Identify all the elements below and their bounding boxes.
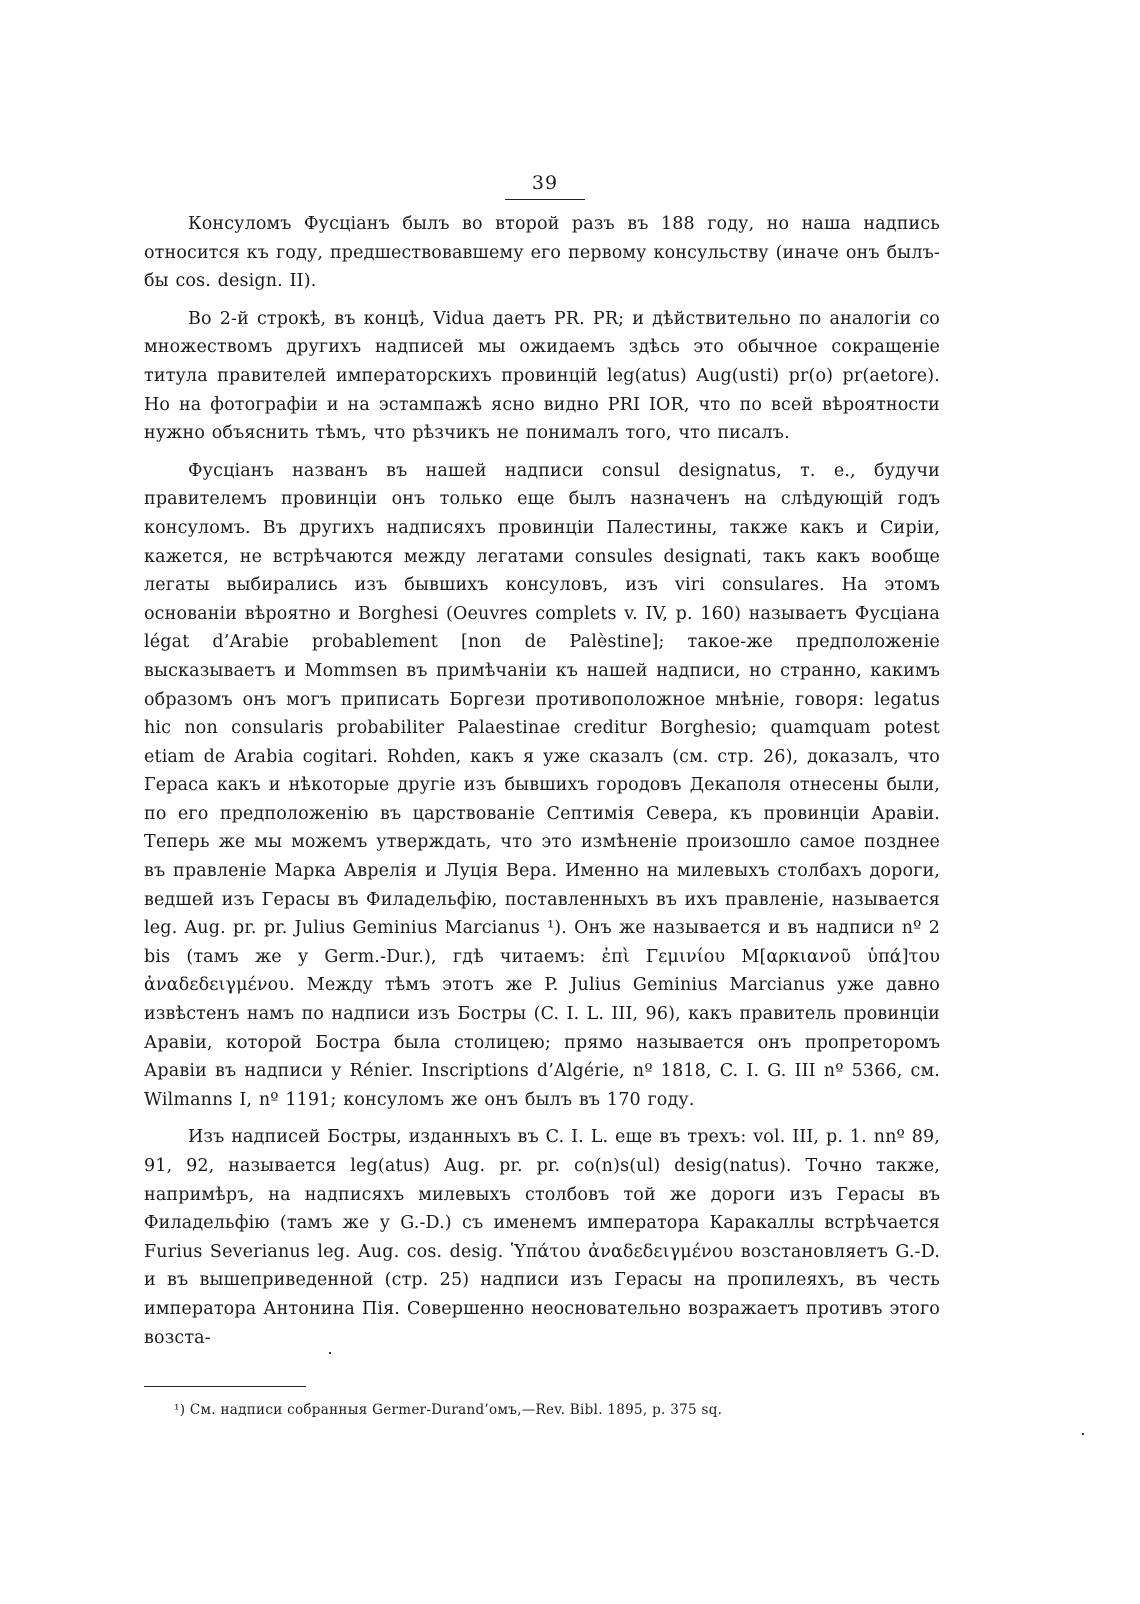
document-page <box>144 172 940 1419</box>
footnote-marker: ¹) <box>174 1402 186 1419</box>
scan-speck <box>329 1352 331 1354</box>
paragraph-3: Фусціанъ названъ въ нашей надписи consul designatus, т. е., будучи правителемъ провинціи онъ только еще былъ назначенъ на слѣдующій годъ консуломъ. Въ другихъ надписяхъ провинціи Палестины, также какъ и Сиріи, кажется, не встрѣчаются между легатами consules designati, такъ какъ вообще легаты выбирались изъ бывшихъ консуловъ, изъ viri consulares. На этомъ основаніи вѣроятно и Borghesi (Oeuvres complets v. IV, p. 160) называетъ Фусціана légat d’Arabie probablement [non de Palèstine]; такое-же предположеніе высказываетъ и Mommsen въ примѣчаніи къ нашей надписи, но странно, какимъ образомъ онъ могъ приписать Боргези противоположное мнѣніе, говоря: legatus hic non consularis probabiliter Palaestinae creditur Borghesio; quamquam potest etiam de Arabia cogitari. Rohden, какъ я уже сказалъ (см. стр. 26), доказалъ, что Гераса какъ и нѣкоторые другіе изъ бывшихъ городовъ Декаполя отнесены были, по его предположенію въ царствованіе Септимія Севера, къ провинціи Аравіи. Теперь же мы можемъ утверждать, что это измѣненіе произошло самое позднее въ правленіе Марка Аврелія и Луція Вера. Именно на милевыхъ столбахъ дороги, ведшей изъ Герасы въ Филадельфію, поставленныхъ въ ихъ правленіе, называется leg. Aug. pr. pr. Julius Geminius Marcianus ¹). Онъ же называется и въ надписи nº 2 bis (тамъ же у Germ.-Dur.), гдѣ читаемъ: ἐπὶ Γεμινίου Μ[αρκιανοῦ ὑπά]του ἀναδεδειγμένου. Между тѣмъ этотъ же P. Julius Geminius Marcianus уже давно извѣстенъ намъ по надписи изъ Бостры (C. I. L. III, 96), какъ правитель провинціи Аравіи, которой Бостра была столицею; прямо называется онъ пропреторомъ Аравіи въ надписи у Rénier. Inscriptions d’Algérie, nº 1818, C. I. G. III nº 5366, см. Wilmanns I, nº 1191; консуломъ же онъ былъ въ 170 году. <box>144 460 940 1110</box>
scan-speck <box>1082 1433 1084 1435</box>
paragraph-4: Изъ надписей Бостры, изданныхъ въ C. I. L. еще въ трехъ: vol. III, p. 1. nnº 89, 91, 92, называется leg(atus) Aug. pr. pr. co(n)s(ul) desig(natus). Точно также, напримѣръ, на надписяхъ милевыхъ столбовъ той же дороги изъ Герасы въ Филадельфію (тамъ же у G.-D.) съ именемъ императора Каракаллы встрѣчается Furius Severianus leg. Aug. cos. desig. Ὑπάτου ἀναδεδειγμένου возстановляетъ G.-D. и въ вышеприведенной (стр. 25) надписи изъ Герасы на пропилеяхъ, въ честь императора Антонина Пія. Совершенно неосновательно возражаетъ противъ этого возста- <box>144 1127 940 1348</box>
footnote-text: См. надписи собранныя Germer-Durand’омъ,—Rev. Bibl. 1895, p. 375 sq. <box>189 1402 723 1419</box>
paragraph-1: Консуломъ Фусціанъ былъ во второй разъ въ 188 году, но наша надпись относится къ году, предшествовавшему его первому консульству (иначе онъ былъ-бы cos. design. II). <box>144 214 940 292</box>
page-number: 39 <box>505 172 585 200</box>
body-text <box>144 210 940 1352</box>
paragraph-2: Во 2-й строкѣ, въ концѣ, Vidua даетъ PR. PR; и дѣйствительно по аналогіи со множествомъ другихъ надписей мы ожидаемъ здѣсь это обычное сокращеніе титула правителей императорскихъ провинцій leg(atus) Aug(usti) pr(o) pr(aetore). Но на фотографіи и на эстампажѣ ясно видно PRI IOR, что по всей вѣроятности нужно объяснить тѣмъ, что рѣзчикъ не понималъ того, что писалъ. <box>144 308 940 444</box>
footnote-divider <box>144 1386 306 1387</box>
footnote <box>174 1401 940 1419</box>
